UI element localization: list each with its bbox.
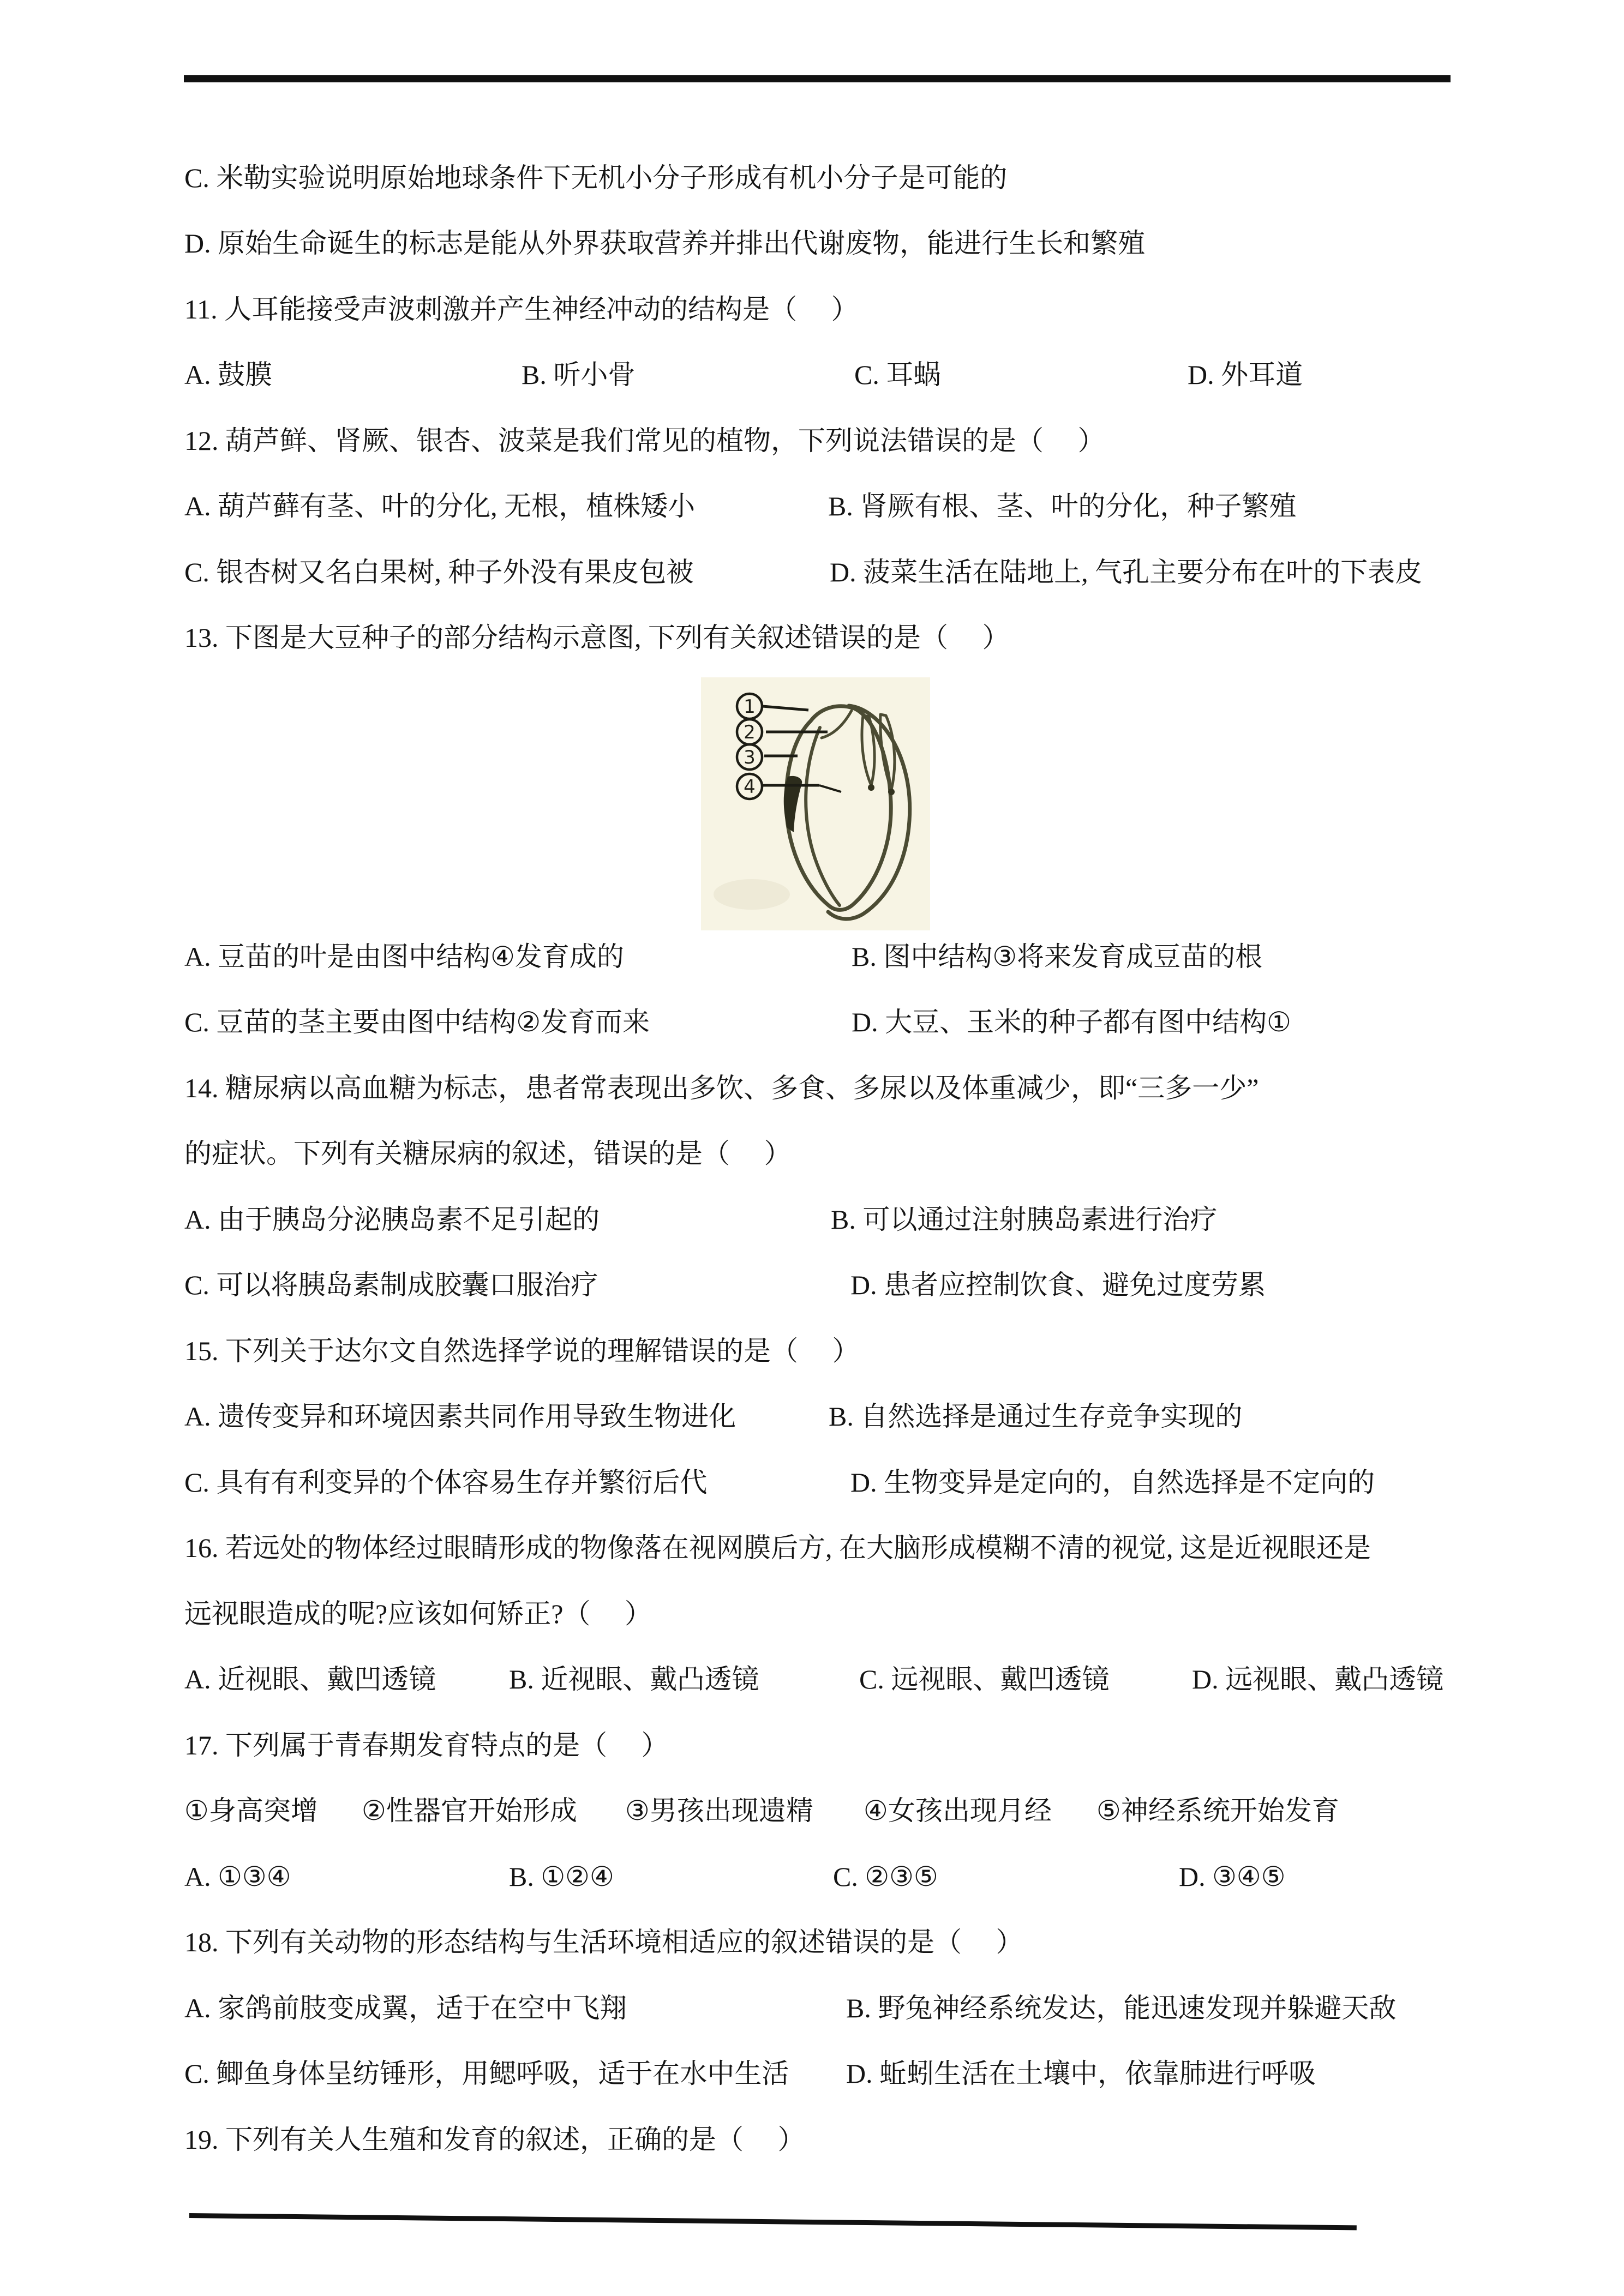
question-13-options-cd <box>184 1005 1581 1040</box>
question-17-option-b: B. ①②④ <box>509 1861 614 1892</box>
question-17-items <box>184 1794 1581 1829</box>
question-18-option-b: B. 野兔神经系统发达，能迅速发现并躲避天敌 <box>846 1993 1397 2023</box>
question-11-options <box>184 358 1581 393</box>
question-11-stem: 11. 人耳能接受声波刺激并产生神经冲动的结构是（ ） <box>184 294 859 324</box>
question-17-stem: 17. 下列属于青春期发育特点的是（ ） <box>184 1730 669 1760</box>
question-15-option-c: C. 具有有利变异的个体容易生存并繁衍后代 <box>184 1467 708 1498</box>
question-14-options-cd <box>184 1268 1581 1303</box>
question-15-options-cd <box>184 1465 1581 1500</box>
label-digit-3: 3 <box>744 747 756 768</box>
question-18-stem: 18. 下列有关动物的形态结构与生活环境相适应的叙述错误的是（ ） <box>184 1927 1023 1957</box>
question-16-option-d: D. 远视眼、戴凸透镜 <box>1192 1664 1444 1694</box>
label-digit-4: 4 <box>744 776 756 798</box>
seed-diagram <box>701 677 930 930</box>
question-18-options-cd <box>184 2057 1581 2091</box>
question-17-item-5: ⑤神经系统开始发育 <box>1096 1795 1339 1826</box>
question-12-stem: 12. 葫芦鲜、肾厥、银杏、波菜是我们常见的植物，下列说法错误的是（ ） <box>184 425 1105 456</box>
question-18-option-c: C. 鲫鱼身体呈纺锤形，用鳃呼吸，适于在水中生活 <box>184 2058 789 2089</box>
question-11-option-b: B. 听小骨 <box>522 359 636 390</box>
question-16-stem-line1: 16. 若远处的物体经过眼睛形成的物像落在视网膜后方, 在大脑形成模糊不清的视觉, 这是近视眼还是 <box>184 1532 1371 1563</box>
question-16-options <box>184 1662 1581 1697</box>
question-10-option-c: C. 米勒实验说明原始地球条件下无机小分子形成有机小分子是可能的 <box>184 163 1008 193</box>
plumule-tip-dot-1 <box>868 784 874 791</box>
question-17-options <box>184 1860 1581 1895</box>
question-17-item-4: ④女孩出现月经 <box>864 1795 1052 1826</box>
question-18-option-a: A. 家鸽前肢变成翼，适于在空中飞翔 <box>184 1993 627 2023</box>
question-14-option-a: A. 由于胰岛分泌胰岛素不足引起的 <box>184 1204 600 1235</box>
question-15-option-b: B. 自然选择是通过生存竞争实现的 <box>829 1401 1243 1432</box>
question-17-option-d: D. ③④⑤ <box>1179 1861 1286 1892</box>
question-16-option-c: C. 远视眼、戴凹透镜 <box>859 1664 1110 1694</box>
question-19-stem: 19. 下列有关人生殖和发育的叙述，正确的是（ ） <box>184 2124 805 2155</box>
question-14-option-d: D. 患者应控制饮食、避免过度劳累 <box>850 1270 1266 1300</box>
scan-noise-blob <box>714 879 790 910</box>
question-15-option-a: A. 遗传变异和环境因素共同作用导致生物进化 <box>184 1401 736 1432</box>
question-13-option-d: D. 大豆、玉米的种子都有图中结构① <box>852 1007 1291 1037</box>
question-17-option-a: A. ①③④ <box>184 1861 291 1892</box>
question-14-stem-line2: 的症状。下列有关糖尿病的叙述，错误的是（ ） <box>184 1138 792 1169</box>
plumule-tip-dot-2 <box>888 789 895 795</box>
question-17-item-1: ①身高突增 <box>184 1795 318 1826</box>
question-13-option-b: B. 图中结构③将来发育成豆苗的根 <box>852 941 1263 972</box>
question-17-option-c: C. ②③⑤ <box>833 1861 938 1892</box>
question-16-stem-line2: 远视眼造成的呢?应该如何矫正?（ ） <box>184 1598 652 1629</box>
question-12-options-cd <box>184 555 1581 590</box>
question-12-options-ab <box>184 489 1581 524</box>
question-11-option-c: C. 耳蜗 <box>854 359 941 390</box>
question-16-option-b: B. 近视眼、戴凸透镜 <box>509 1664 759 1694</box>
top-rule <box>184 75 1451 82</box>
label-digit-2: 2 <box>744 722 756 743</box>
question-13-options-ab <box>184 940 1581 975</box>
label-digit-1: 1 <box>744 696 756 718</box>
question-18-options-ab <box>184 1991 1581 2026</box>
question-13-option-a: A. 豆苗的叶是由图中结构④发育成的 <box>184 941 624 972</box>
question-14-option-c: C. 可以将胰岛素制成胶囊口服治疗 <box>184 1270 598 1300</box>
question-13-option-c: C. 豆苗的茎主要由图中结构②发育而来 <box>184 1007 650 1037</box>
question-12-option-c: C. 银杏树又名白果树, 种子外没有果皮包被 <box>184 557 694 587</box>
question-14-option-b: B. 可以通过注射胰岛素进行治疗 <box>831 1204 1218 1235</box>
question-17-item-3: ③男孩出现遗精 <box>625 1795 813 1826</box>
question-11-option-a: A. 鼓膜 <box>184 359 273 390</box>
question-14-stem-line1: 14. 糖尿病以高血糖为标志，患者常表现出多饮、多食、多尿以及体重减少，即“三多一少” <box>184 1073 1259 1103</box>
question-12-option-b: B. 肾厥有根、茎、叶的分化，种子繁殖 <box>828 491 1297 521</box>
question-17-item-2: ②性器官开始形成 <box>362 1795 577 1826</box>
question-18-option-d: D. 蚯蚓生活在土壤中，依靠肺进行呼吸 <box>846 2058 1316 2089</box>
question-11-option-d: D. 外耳道 <box>1188 359 1303 390</box>
question-12-option-d: D. 菠菜生活在陆地上, 气孔主要分布在叶的下表皮 <box>830 557 1423 587</box>
question-16-option-a: A. 近视眼、戴凹透镜 <box>184 1664 436 1694</box>
question-15-stem: 15. 下列关于达尔文自然选择学说的理解错误的是（ ） <box>184 1336 860 1366</box>
question-10-option-d: D. 原始生命诞生的标志是能从外界获取营养并排出代谢废物，能进行生长和繁殖 <box>184 228 1146 259</box>
question-15-option-d: D. 生物变异是定向的，自然选择是不定向的 <box>850 1467 1375 1498</box>
question-12-option-a: A. 葫芦藓有茎、叶的分化, 无根，植株矮小 <box>184 491 696 521</box>
question-15-options-ab <box>184 1399 1581 1434</box>
question-13-stem: 13. 下图是大豆种子的部分结构示意图, 下列有关叙述错误的是（ ） <box>184 622 1010 653</box>
bottom-rule <box>189 2213 1357 2230</box>
question-14-options-ab <box>184 1203 1581 1237</box>
